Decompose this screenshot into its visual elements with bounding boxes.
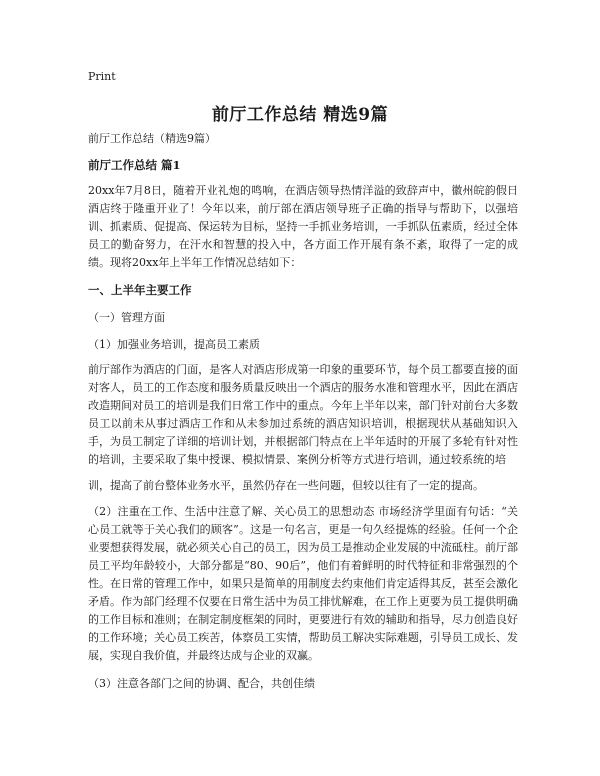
training-paragraph: 前厅部作为酒店的门面，是客人对酒店形成第一印象的重要环节，每个员工都要直接的面对客人，员工的工作态度和服务质量反映出一个酒店的服务水准和管理水平，因此在酒店改造期间对员工的培训是我们日常工作中的重点。今年上半年以来，部门针对前台大多数员工以前未从事过酒店工作和从未参加过系统的酒店知识培训，根据现状从基础知识入手，为员工制定了详细的培训计划，并根据部门特点在上半年适时的开展了多轮有针对性的培训，主要采取了集中授课、模拟情景、案例分析等方式进行培训，通过较系统的培 xyxy=(88,363,518,466)
section-heading: 前厅工作总结 篇1 xyxy=(88,158,181,172)
intro-paragraph: 20xx年7月8日，随着开业礼炮的鸣响，在酒店领导热情洋溢的致辞声中，徽州皖韵假日酒店终于隆重开业了！今年以来，前厅部在酒店领导班子正确的指导与帮助下，以强培训、抓素质、促提高、保运转为目标，坚持一手抓业务培训，一手抓队伍素质，经过全体员工的勤奋努力，在汗水和智慧的投入中，各方面工作开展有条不紊，取得了一定的成绩。现将20xx年上半年工作情况总结如下： xyxy=(88,184,518,269)
training-paragraph-continued: 训，提高了前台整体业务水平，虽然仍存在一些问题，但较以往有了一定的提高。 xyxy=(88,479,484,492)
item-heading: （1）加强业务培训，提高员工素质 xyxy=(88,338,260,351)
item-heading: （3）注意各部门之间的协调、配合，共创佳绩 xyxy=(88,677,315,690)
document-subtitle: 前厅工作总结（精选9篇） xyxy=(88,132,216,145)
part-heading: 一、上半年主要工作 xyxy=(88,283,192,297)
staff-care-paragraph: （2）注重在工作、生活中注意了解、关心员工的思想动态 市场经济学里面有句话：“关心员工就等于关心我们的顾客”。这是一句名言，更是一句久经提炼的经验。任何一个企业要想获得发展，就必须关心自己的员工，因为员工是推动企业发展的中流砥柱。前厅部员工平均年龄较小，大部分都是“80、90后”，他们有着鲜明的时代特征和非常强烈的个性。在日常的管理工作中，如果只是简单的用制度去约束他们肯定适得其反，甚至会激化矛盾。作为部门经理不仅要在日常生活中为员工排忧解难，在工作上更要为员工提供明确的工作目标和准则；在制定制度框架的同时，更要进行有效的辅助和指导，尽力创造良好的工作环境；关心员工疾苦，体察员工实情，帮助员工解决实际难题，引导员工成长、发展，实现自我价值，并最终达成与企业的双赢。 xyxy=(88,505,518,662)
document-body xyxy=(88,130,518,692)
subsection-heading: （一）管理方面 xyxy=(88,311,165,324)
document-title: 前厅工作总结 精选9篇 xyxy=(211,105,389,125)
print-label: Print xyxy=(88,70,116,83)
